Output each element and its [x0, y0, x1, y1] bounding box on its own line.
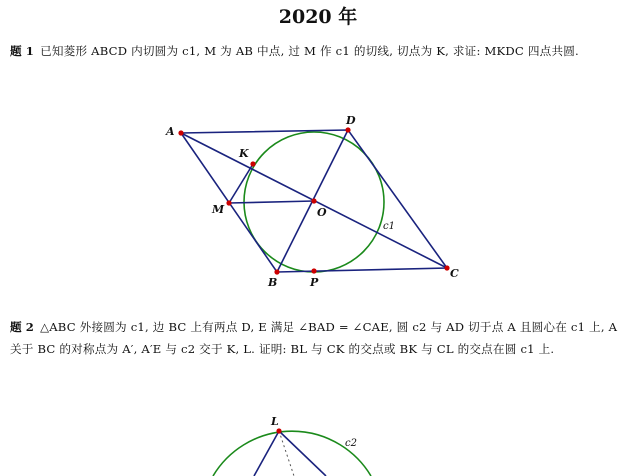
problem-text: △ABC 外接圆为 c1, 边 BC 上有两点 D, E 满足 ∠BAD = ∠CAE, 圆 c2 与 AD 切于点 A 且圆心在 c1 上, A 关于 BC 的对称点为 A′, A′E 与 c2 交于 K, L. 证明: BL 与 CK 的交点或 BK 与 CL 的交点在圆 c1 上. — [10, 320, 618, 356]
point-k — [250, 161, 255, 166]
segment-l-right — [279, 431, 326, 476]
point-l — [276, 428, 281, 433]
segment-mk — [229, 164, 253, 203]
label-m: M — [212, 203, 225, 216]
label-k: K — [239, 147, 249, 160]
figure-1-rhombus — [165, 114, 459, 289]
point-m — [226, 200, 231, 205]
figure-2-partial — [213, 415, 371, 476]
point-a — [178, 130, 183, 135]
point-o — [311, 198, 316, 203]
label-o: O — [317, 206, 327, 219]
problem-label: 题 — [10, 320, 22, 334]
problem-label: 题 — [10, 44, 22, 58]
problem-number: 1 — [25, 44, 35, 58]
label-p: P — [310, 276, 319, 289]
point-d — [345, 127, 350, 132]
problem-text: 已知菱形 ABCD 内切圆为 c1, M 为 AB 中点, 过 M 作 c1 的切线, 切点为 K, 求证: MKDC 四点共圆. — [40, 44, 579, 58]
point-c — [444, 265, 449, 270]
point-b — [274, 269, 279, 274]
label-d: D — [346, 114, 356, 127]
page-title: 2020 年 — [278, 6, 358, 28]
label-b: B — [268, 276, 278, 289]
label-c: C — [450, 267, 459, 280]
point-p — [311, 268, 316, 273]
label-l: L — [271, 415, 279, 428]
segment-mo — [229, 201, 314, 203]
label-circle-c1: c1 — [383, 221, 395, 232]
label-a: A — [166, 125, 175, 138]
label-circle-c2: c2 — [345, 438, 357, 449]
problem-number: 2 — [25, 320, 35, 334]
